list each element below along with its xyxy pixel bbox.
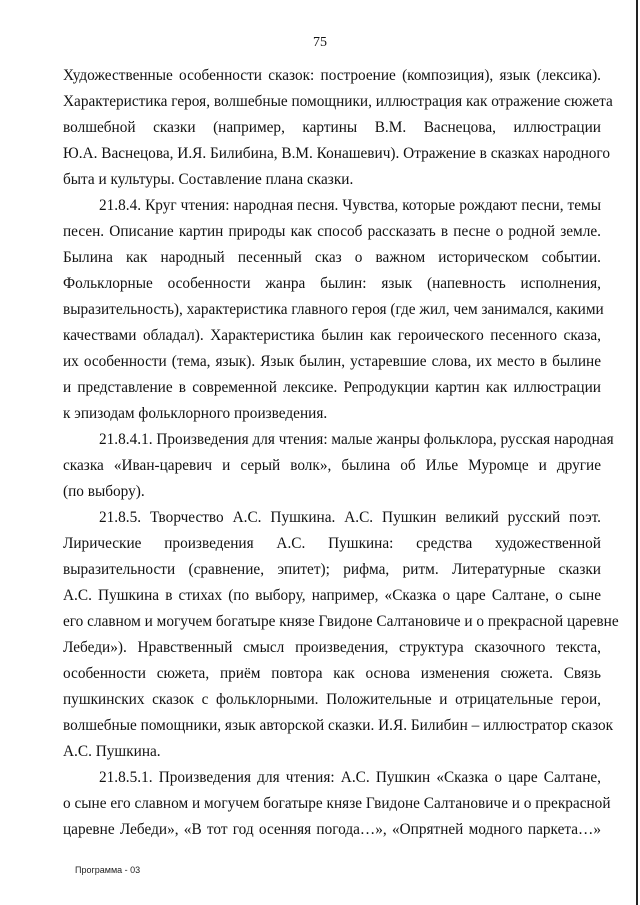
paragraph-start-line: 21.8.4. Круг чтения: народная песня. Чувства, которые рождают песни, темы (99, 197, 601, 214)
text-line: песен. Описание картин природы как способ рассказать в песне о родной земле. (63, 223, 601, 240)
text-line: выразительность), характеристика главного героя (где жил, чем занимался, какими (63, 301, 604, 318)
text-line: о сыне его славном и могучем богатыре князе Гвидоне Салтановиче и о прекрасной (63, 795, 611, 812)
text-line: Фольклорные особенности жанра былин: язык (напевность исполнения, (63, 275, 601, 292)
text-line: их особенности (тема, язык). Язык былин, устаревшие слова, их место в былине (63, 353, 601, 370)
text-line: быта и культуры. Составление плана сказки. (63, 171, 354, 188)
text-line: его славном и могучем богатыре князе Гвидоне Салтановиче и о прекрасной царевне (63, 613, 619, 630)
paragraph-start-line: 21.8.5. Творчество А.С. Пушкина. А.С. Пушкин великий русский поэт. (99, 509, 601, 526)
text-line: Лебеди»). Нравственный смысл произведения, структура сказочного текста, (63, 639, 601, 656)
text-line: А.С. Пушкина в стихах (по выбору, например, «Сказка о царе Салтане, о сыне (63, 587, 601, 604)
text-line: к эпизодам фольклорного произведения. (63, 405, 328, 422)
text-line: волшебной сказки (например, картины В.М. Васнецова, иллюстрации (63, 119, 601, 136)
text-line: Художественные особенности сказок: построение (композиция), язык (лексика). (63, 67, 601, 84)
footer-label: Программа - 03 (75, 865, 141, 875)
text-line: Характеристика героя, волшебные помощники, иллюстрация как отражение сюжета (63, 93, 613, 110)
text-line: пушкинских сказок с фольклорными. Положительные и отрицательные герои, (63, 691, 601, 708)
text-line: выразительности (сравнение, эпитет); рифма, ритм. Литературные сказки (63, 561, 601, 578)
page-number: 75 (313, 35, 327, 50)
text-line: качествами обладал). Характеристика былин как героического песенного сказа, (63, 327, 601, 344)
page-edge (636, 0, 638, 905)
text-line: А.С. Пушкина. (63, 743, 161, 760)
text-line: волшебные помощники, язык авторской сказки. И.Я. Билибин – иллюстратор сказок (63, 717, 614, 734)
text-line: особенности сюжета, приём повтора как основа изменения сюжета. Связь (63, 665, 601, 682)
paragraph-start-line: 21.8.5.1. Произведения для чтения: А.С. Пушкин «Сказка о царе Салтане, (99, 769, 601, 786)
paragraph-start-line: 21.8.4.1. Произведения для чтения: малые жанры фольклора, русская народная (99, 431, 614, 448)
text-line: Ю.А. Васнецова, И.Я. Билибина, В.М. Конашевич). Отражение в сказках народного (63, 145, 610, 162)
text-line: царевне Лебеди», «В тот год осенняя погода…», «Опрятней модного паркета…» (63, 821, 601, 838)
text-line: Былина как народный песенный сказ о важном историческом событии. (63, 249, 601, 266)
text-line: и представление в современной лексике. Репродукции картин как иллюстрации (63, 379, 601, 396)
text-line: Лирические произведения А.С. Пушкина: средства художественной (63, 535, 601, 552)
text-line: сказка «Иван-царевич и серый волк», былина об Илье Муромце и другие (63, 457, 601, 474)
text-line: (по выбору). (63, 483, 145, 500)
